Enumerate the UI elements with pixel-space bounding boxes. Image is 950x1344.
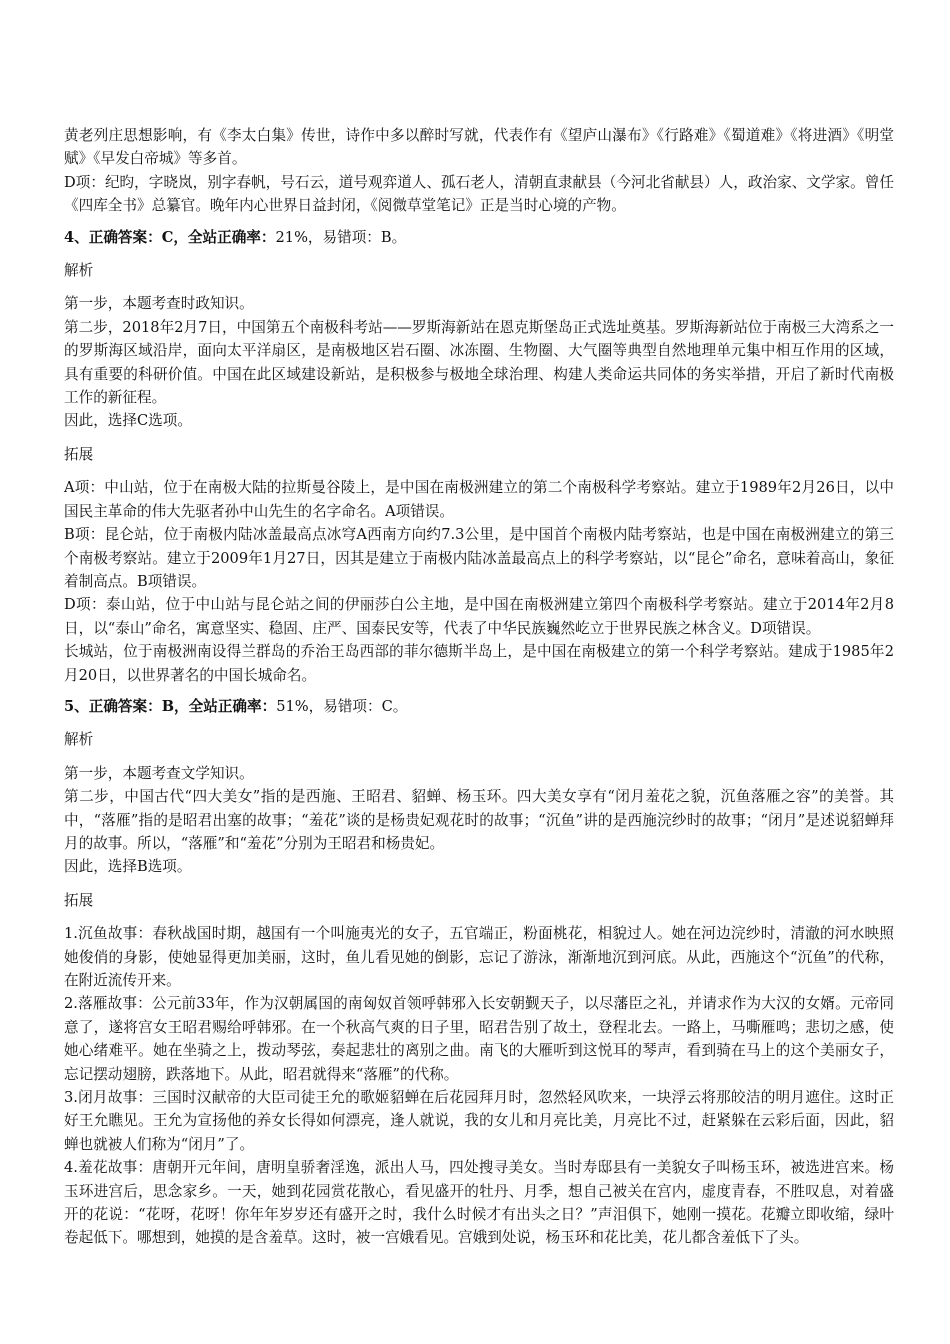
q5-heading <box>64 695 894 718</box>
q4-extend-d: D项：泰山站，位于中山站与昆仑站之间的伊丽莎白公主地，是中国在南极洲建立第四个南极科学考察站。建立于2014年2月8日，以“泰山”命名，寓意坚实、稳固、庄严、国泰民安等，代表了中华民族巍然屹立于世界民族之林含义。D项错误。 <box>64 596 894 637</box>
q4-analysis-conclusion: 因此，选择C选项。 <box>64 412 192 430</box>
q5-analysis-step2: 第二步，中国古代“四大美女”指的是西施、王昭君、貂蝉、杨玉环。四大美女享有“闭月羞花之貌，沉鱼落雁之容”的美誉。其中，“落雁”指的是昭君出塞的故事；“羞花”谈的是杨贵妃观花时的故事；“沉鱼”讲的是西施浣纱时的故事；“闭月”是述说貂蝉拜月的故事。所以，“落雁”和“羞花”分别为王昭君和杨贵妃。 <box>64 788 894 852</box>
q5-extend-biyue: 3.闭月故事：三国时汉献帝的大臣司徒王允的歌姬貂蝉在后花园拜月时，忽然轻风吹来，一块浮云将那皎洁的明月遮住。这时正好王允瞧见。王允为宣扬他的养女长得如何漂亮，逢人就说，我的女儿和月亮比美，月亮比不过，赶紧躲在云彩后面，因此，貂蝉也就被人们称为“闭月”了。 <box>64 1089 894 1153</box>
q4-extend-changcheng: 长城站，位于南极洲南设得兰群岛的乔治王岛西部的菲尔德斯半岛上，是中国在南极建立的第一个科学考察站。建成于1985年2月20日，以世界著名的中国长城命名。 <box>64 643 894 684</box>
q5-heading-rest: 51%，易错项：C。 <box>276 697 408 715</box>
q5-extend-luoyan: 2.落雁故事：公元前33年，作为汉朝属国的南匈奴首领呼韩邪入长安朝觐天子，以尽藩臣之礼，并请求作为大汉的女婿。元帝同意了，遂将宫女王昭君赐给呼韩邪。在一个秋高气爽的日子里，昭君告别了故土，登程北去。一路上，马嘶雁鸣；悲切之感，使她心绪难平。她在坐骑之上，拨动琴弦，奏起悲壮的离别之曲。南飞的大雁听到这悦耳的琴声，看到骑在马上的这个美丽女子，忘记摆动翅膀，跌落地下。从此，昭君就得来“落雁”的代称。 <box>64 995 894 1083</box>
q5-heading-bold: 5、正确答案：B，全站正确率： <box>64 697 277 715</box>
intro-paragraph-d: D项：纪昀，字晓岚，别字春帆，号石云，道号观弈道人、孤石老人，清朝直隶献县（今河北省献县）人，政治家、文学家。曾任《四库全书》总纂官。晚年内心世界日益封闭，《阅微草堂笔记》正是当时心境的产物。 <box>64 173 894 215</box>
q5-extend-chenyu: 1.沉鱼故事：春秋战国时期，越国有一个叫施夷光的女子，五官端正，粉面桃花，相貌过人。她在河边浣纱时，清澈的河水映照她俊俏的身影，使她显得更加美丽，这时，鱼儿看见她的倒影，忘记了游泳，渐渐地沉到河底。从此，西施这个“沉鱼”的代称，在附近流传开来。 <box>64 925 894 989</box>
q4-heading-rest: 21%，易错项：B。 <box>275 228 407 246</box>
intro-paragraph: 黄老列庄思想影响，有《李太白集》传世，诗作中多以醉时写就，代表作有《望庐山瀑布》《行路难》《蜀道难》《将进酒》《明堂赋》《早发白帝城》等多首。 <box>64 127 894 168</box>
q5-analysis-label: 解析 <box>64 731 94 749</box>
q4-analysis-label: 解析 <box>64 262 94 280</box>
q4-extend-label: 拓展 <box>64 445 94 463</box>
q4-extend-a: A项：中山站，位于在南极大陆的拉斯曼谷陵上，是中国在南极洲建立的第二个南极科学考察站。建立于1989年2月26日，以中国民主革命的伟大先驱者孙中山先生的名字命名。A项错误。 <box>64 479 894 520</box>
document-page <box>64 124 894 1250</box>
q4-heading <box>64 226 894 249</box>
q5-analysis-conclusion: 因此，选择B选项。 <box>64 858 192 876</box>
q4-analysis-step1: 第一步，本题考查时政知识。 <box>64 295 254 313</box>
q5-extend-label: 拓展 <box>64 891 94 909</box>
q4-heading-bold: 4、正确答案：C，全站正确率： <box>64 228 276 246</box>
q5-extend-xiuhua: 4.羞花故事：唐朝开元年间，唐明皇骄奢淫逸，派出人马，四处搜寻美女。当时寿邸县有一美貌女子叫杨玉环，被选进宫来。杨玉环进宫后，思念家乡。一天，她到花园赏花散心，看见盛开的牡丹、月季，想自己被关在宫内，虚度青春，不胜叹息，对着盛开的花说：“花呀，花呀！你年年岁岁还有盛开之时，我什么时候才有出头之日？”声泪俱下，她刚一摸花。花瓣立即收缩，绿叶卷起低下。哪想到，她摸的是含羞草。这时，被一宫娥看见。宫娥到处说，杨玉环和花比美，花儿都含羞低下了头。 <box>64 1159 894 1247</box>
q4-analysis-step2: 第二步，2018年2月7日，中国第五个南极科考站——罗斯海新站在恩克斯堡岛正式选址奠基。罗斯海新站位于南极三大湾系之一的罗斯海区域沿岸，面向太平洋扇区，是南极地区岩石圈、冰冻圈、生物圈、大气圈等典型自然地理单元集中相互作用的区域，具有重要的科研价值。中国在此区域建设新站，是积极参与极地全球治理、构建人类命运共同体的务实举措，开启了新时代南极工作的新征程。 <box>64 318 894 407</box>
q4-extend-b: B项：昆仑站，位于南极内陆冰盖最高点冰穹A西南方向约7.3公里，是中国首个南极内陆考察站，也是中国在南极洲建立的第三个南极考察站。建立于2009年1月27日，因其是建立于南极内陆冰盖最高点上的科学考察站，以“昆仑”命名，意味着高山，象征着制高点。B项错误。 <box>64 526 894 590</box>
q5-analysis-step1: 第一步，本题考查文学知识。 <box>64 764 254 782</box>
